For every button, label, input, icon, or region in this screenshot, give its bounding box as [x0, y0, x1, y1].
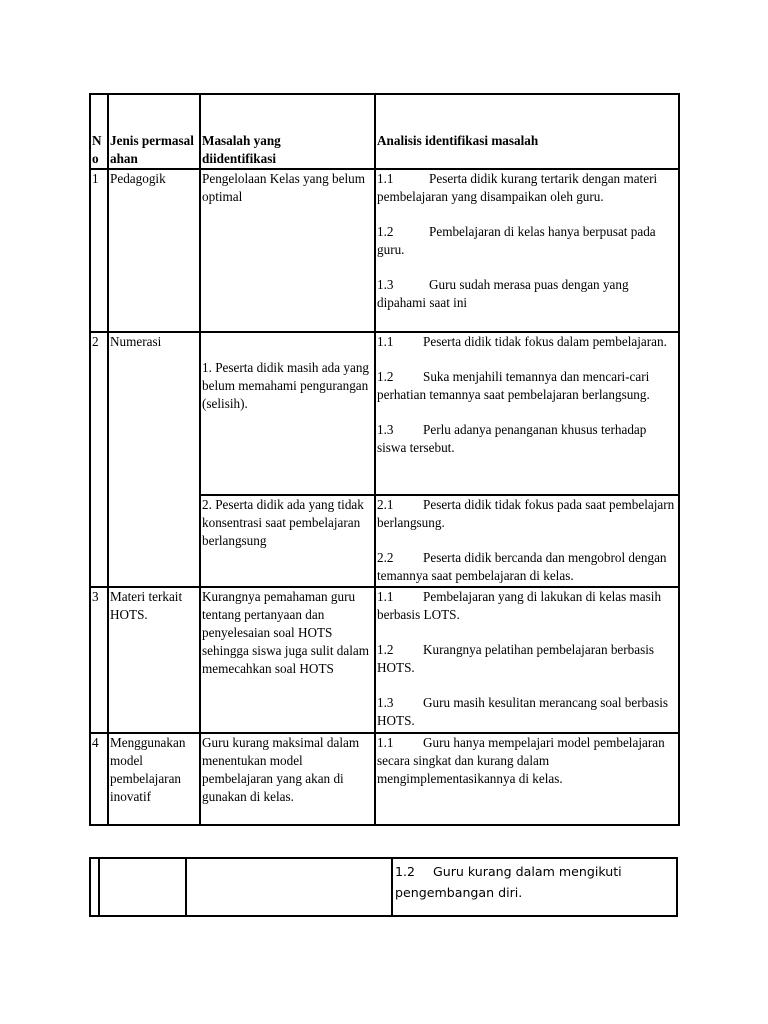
row-masalah: Kurangnya pemahaman guru tentang pertanyaan dan penyelesaian soal HOTS sehingga siswa juga sulit dalam memecahkan soal HOTS — [200, 587, 375, 733]
analysis-item: 2.2 Peserta didik bercanda dan mengobrol dengan temannya saat pembelajaran di kelas. — [377, 550, 667, 583]
table-row — [90, 332, 679, 495]
row-analisis — [375, 587, 679, 733]
row-number: 2 — [90, 332, 108, 587]
analysis-item: 1.1 Pembelajaran yang di lakukan di kelas masih berbasis LOTS. — [377, 589, 662, 622]
analysis-item: 1.3 Perlu adanya penanganan khusus terhadap siswa tersebut. — [377, 422, 647, 455]
column-divider — [98, 859, 100, 915]
header-masalah: Masalah yang diidentifikasi — [200, 94, 375, 169]
header-jenis: Jenis permasalahan — [108, 94, 200, 169]
analysis-item: 2.1 Peserta didik tidak fokus pada saat pembelajarn berlangsung. — [377, 497, 675, 530]
row-number: 4 — [90, 733, 108, 825]
row-number: 1 — [90, 169, 108, 332]
row-analisis — [375, 169, 679, 332]
row-number: 3 — [90, 587, 108, 733]
header-analisis: Analisis identifikasi masalah — [375, 94, 679, 169]
analysis-item: 1.2 Pembelajaran di kelas hanya berpusat pada guru. — [377, 224, 656, 257]
continuation-analysis-item: 1.2 Guru kurang dalam mengikuti pengembangan diri. — [395, 864, 622, 900]
analysis-item: 1.3 Guru sudah merasa puas dengan yang dipahami saat ini — [377, 277, 629, 310]
row-analisis — [375, 332, 679, 495]
row-analisis — [375, 495, 679, 587]
row-jenis: Menggunakan model pembelajaran inovatif — [108, 733, 200, 825]
row-masalah: 2. Peserta didik ada yang tidak konsentrasi saat pembelajaran berlangsung — [200, 495, 375, 587]
row-masalah: Pengelolaan Kelas yang belum optimal — [200, 169, 375, 332]
analysis-item: 1.2 Suka menjahili temannya dan mencari-cari perhatian temannya saat pembelajaran berlangsung. — [377, 369, 650, 402]
table-row — [90, 169, 679, 332]
analysis-item: 1.2 Kurangnya pelatihan pembelajaran berbasis HOTS. — [377, 642, 655, 675]
analysis-item: 1.3 Guru masih kesulitan merancang soal berbasis HOTS. — [377, 695, 668, 728]
row-masalah: Guru kurang maksimal dalam menentukan model pembelajaran yang akan di gunakan di kelas. — [200, 733, 375, 825]
table-header-row — [90, 94, 679, 169]
table-row — [90, 733, 679, 825]
row-jenis: Pedagogik — [108, 169, 200, 332]
column-divider — [391, 859, 393, 915]
analysis-item: 1.1 Guru hanya mempelajari model pembelajaran secara singkat dan kurang dalam mengimplementasikannya di kelas. — [377, 735, 665, 786]
row-jenis: Materi terkait HOTS. — [108, 587, 200, 733]
row-jenis: Numerasi — [108, 332, 200, 587]
header-no: N o — [90, 94, 108, 169]
row-masalah: 1. Peserta didik masih ada yang belum memahami pengurangan (selisih). — [200, 332, 375, 495]
column-divider — [185, 859, 187, 915]
analysis-item: 1.1 Peserta didik tidak fokus dalam pembelajaran. — [377, 334, 667, 349]
continuation-table — [89, 857, 678, 917]
table-row — [90, 587, 679, 733]
analysis-item: 1.1 Peserta didik kurang tertarik dengan materi pembelajaran yang disampaikan oleh guru. — [377, 171, 658, 204]
row-analisis — [375, 733, 679, 825]
problem-identification-table — [89, 93, 680, 826]
